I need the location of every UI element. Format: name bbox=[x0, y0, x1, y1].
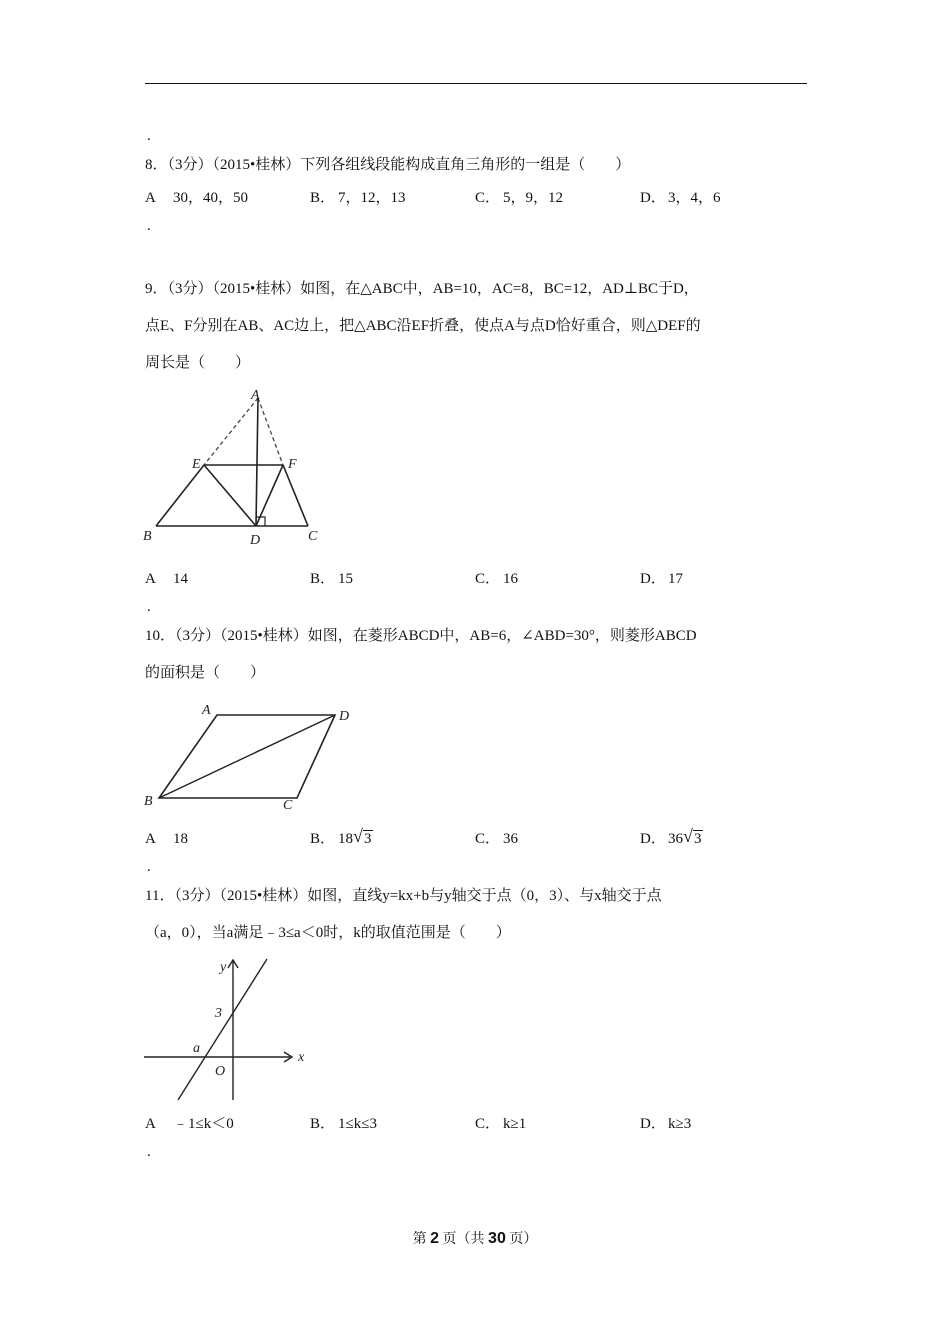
q10-diagonal-bd bbox=[159, 715, 335, 798]
q11-label-y: y bbox=[220, 960, 227, 975]
q11-option-c: C． k≥1 bbox=[475, 1116, 527, 1132]
q9-stem-line3: 周长是（ ） bbox=[145, 355, 251, 371]
q11-option-d: D． k≥3 bbox=[640, 1116, 692, 1132]
q10-label-c: C bbox=[283, 798, 293, 813]
q9-dashed-ae bbox=[204, 398, 258, 465]
q11-label-origin: O bbox=[215, 1064, 226, 1079]
q9-side-be bbox=[156, 465, 204, 526]
q9-dashed-af bbox=[258, 398, 283, 465]
q11-label-x: x bbox=[298, 1050, 305, 1065]
q11-option-b: B． 1≤k≤3 bbox=[310, 1116, 377, 1132]
q10-tail-dot: . bbox=[147, 859, 151, 875]
q8-stem: 8．（3分）（2015•桂林）下列各组线段能构成直角三角形的一组是（ ） bbox=[145, 157, 631, 173]
page-footer: 第 2 页（共 30 页） bbox=[412, 1230, 538, 1247]
footer-page-number: 2 bbox=[430, 1230, 440, 1247]
q9-tail-dot: . bbox=[147, 599, 151, 615]
q11-label-three: 3 bbox=[215, 1006, 222, 1021]
q9-label-b: B bbox=[143, 529, 152, 544]
q8-option-d: D． 3，4，6 bbox=[640, 190, 721, 206]
q10-stem-line2: 的面积是（ ） bbox=[145, 665, 266, 681]
q8-option-b: B． 7，12，13 bbox=[310, 190, 406, 206]
q9-altitude-ad bbox=[256, 398, 258, 526]
q8-option-a: A 30，40，50 bbox=[145, 190, 249, 206]
header-rule bbox=[145, 83, 807, 84]
q11-label-a: a bbox=[193, 1041, 200, 1056]
q9-option-c: C． 16 bbox=[475, 571, 518, 587]
q10-stem-line1: 10．（3分）（2015•桂林）如图，在菱形ABCD中，AB=6，∠ABD=30°，则菱形ABCD bbox=[145, 628, 697, 644]
q9-stem-line2: 点E、F分别在AB、AC边上，把△ABC沿EF折叠，使点A与点D恰好重合，则△DEF的 bbox=[145, 318, 701, 334]
q9-option-d: D． 17 bbox=[640, 571, 683, 587]
q10-option-a: A 18 bbox=[145, 831, 188, 847]
q10-option-b-sqrt: √ 3 bbox=[353, 826, 372, 847]
q9-segment-ed bbox=[204, 465, 256, 526]
q8-option-c: C． 5，9，12 bbox=[475, 190, 564, 206]
q7-tail-dot: . bbox=[147, 128, 151, 144]
q10-rhombus-figure bbox=[140, 697, 370, 817]
q9-label-e: E bbox=[192, 457, 201, 472]
q11-stem-line2: （a，0），当a满足﹣3≤a＜0时，k的取值范围是（ ） bbox=[145, 925, 511, 941]
q10-label-d: D bbox=[339, 709, 350, 724]
q11-option-a: A ﹣1≤k＜0 bbox=[145, 1116, 234, 1132]
q10-option-b: B． 18 √ 3 bbox=[310, 826, 372, 847]
q10-option-c: C． 36 bbox=[475, 831, 518, 847]
q9-side-fc bbox=[283, 465, 308, 526]
q10-label-a: A bbox=[202, 703, 211, 718]
q9-label-a: A bbox=[251, 388, 260, 403]
q9-stem-line1: 9．（3分）（2015•桂林）如图，在△ABC中，AB=10，AC=8，BC=12，AD⊥BC于D， bbox=[145, 281, 699, 297]
q11-tail-dot: . bbox=[147, 1144, 151, 1160]
q9-option-a: A 14 bbox=[145, 571, 188, 587]
q10-option-d: D． 36 √ 3 bbox=[640, 826, 702, 847]
q11-coordinate-figure bbox=[140, 955, 320, 1105]
q10-option-d-sqrt: √ 3 bbox=[683, 826, 702, 847]
q9-triangle-figure bbox=[140, 388, 340, 553]
q9-label-d: D bbox=[250, 533, 261, 548]
q10-label-b: B bbox=[144, 794, 153, 809]
q9-option-b: B． 15 bbox=[310, 571, 353, 587]
q9-label-c: C bbox=[308, 529, 318, 544]
footer-total-pages: 30 bbox=[488, 1230, 506, 1247]
q9-label-f: F bbox=[288, 457, 297, 472]
q8-tail-dot: . bbox=[147, 218, 151, 234]
q11-stem-line1: 11．（3分）（2015•桂林）如图，直线y=kx+b与y轴交于点（0，3）、与x轴交于点 bbox=[145, 888, 662, 904]
